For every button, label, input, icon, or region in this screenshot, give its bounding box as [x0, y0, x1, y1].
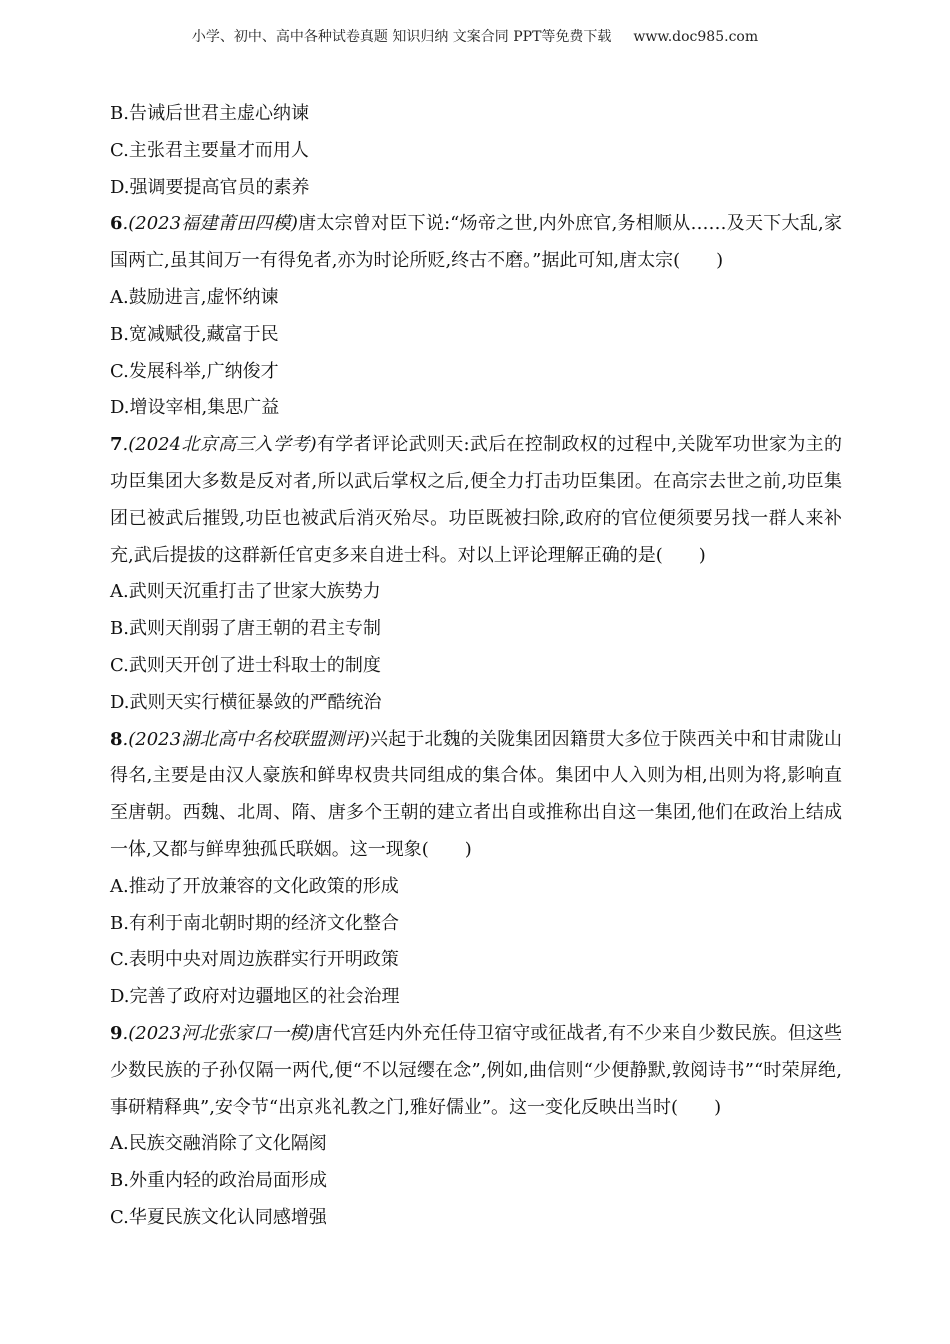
q8-option-c: C.表明中央对周边族群实行开明政策 — [110, 949, 399, 971]
q6-number: 6 — [110, 213, 123, 235]
q7-option-b: B.武则天削弱了唐王朝的君主专制 — [110, 618, 381, 640]
q7-source: .(2024北京高三入学考) — [122, 434, 317, 456]
q8-option-a: A.推动了开放兼容的文化政策的形成 — [110, 875, 399, 897]
q5-option-d: D.强调要提高官员的素养 — [110, 176, 310, 198]
q8-source: .(2023湖北高中名校联盟测评) — [122, 728, 370, 750]
question-content — [110, 96, 842, 1237]
q9-stem-paragraph — [110, 1016, 842, 1126]
q9-option-c: C.华夏民族文化认同感增强 — [110, 1206, 327, 1228]
q8-stem: 兴起于北魏的关陇集团因籍贯大多位于陕西关中和甘肃陇山得名,主要是由汉人豪族和鲜卑权贵共同组成的集合体。集团中人入则为相,出则为将,影响直至唐朝。西魏、北周、隋、唐多个王朝的建立者出自或推称出自这一集团,他们在政治上结成一体,又都与鲜卑独孤氏联姻。这一现象( ) — [110, 728, 842, 860]
q6-option-c: C.发展科举,广纳俊才 — [110, 360, 279, 382]
q9-stem: 唐代宫廷内外充任侍卫宿守或征战者,有不少来自少数民族。但这些少数民族的子孙仅隔一两代,便“不以冠缨在念”,例如,曲信则“少便静默,敦阅诗书”“时荣屏绝,事研精释典”,安令节“出京兆礼教之门,雅好儒业”。这一变化反映出当时( ) — [110, 1022, 843, 1118]
q6-stem: 唐太宗曾对臣下说:“炀帝之世,内外庶官,务相顺从……及天下大乱,家国两亡,虽其间万一有得免者,亦为时论所贬,终古不磨。”据此可知,唐太宗( ) — [110, 213, 842, 272]
q6-option-d: D.增设宰相,集思广益 — [110, 397, 280, 419]
q7-stem: 有学者评论武则天:武后在控制政权的过程中,关陇军功世家为主的功臣集团大多数是反对者,所以武后掌权之后,便全力打击功臣集团。在高宗去世之前,功臣集团已被武后摧毁,功臣也被武后消灭殆尽。功臣既被扫除,政府的官位便须要另找一群人来补充,武后提拔的这群新任官吏多来自进士科。对以上评论理解正确的是( ) — [110, 434, 842, 566]
q9-option-b: B.外重内轻的政治局面形成 — [110, 1170, 327, 1192]
q9-number: 9 — [110, 1022, 123, 1044]
q5-option-b: B.告诫后世君主虚心纳谏 — [110, 103, 309, 124]
question-7 — [110, 427, 842, 721]
q7-option-a: A.武则天沉重打击了世家大族势力 — [110, 581, 381, 603]
q7-option-c: C.武则天开创了进士科取士的制度 — [110, 654, 381, 676]
question-8 — [110, 722, 842, 1016]
q5-option-c: C.主张君主要量才而用人 — [110, 139, 309, 161]
question-6 — [110, 206, 842, 427]
q6-source: .(2023福建莆田四模) — [122, 213, 298, 235]
q8-stem-paragraph — [110, 722, 842, 869]
question-9 — [110, 1016, 842, 1237]
q9-option-a: A.民族交融消除了文化隔阂 — [110, 1133, 327, 1155]
q9-source: .(2023河北张家口一模) — [122, 1022, 315, 1044]
q8-option-b: B.有利于南北朝时期的经济文化整合 — [110, 912, 399, 934]
question-5-options — [110, 96, 842, 206]
q7-option-d: D.武则天实行横征暴敛的严酷统治 — [110, 691, 382, 713]
q7-stem-paragraph — [110, 427, 842, 574]
q6-option-b: B.宽减赋役,藏富于民 — [110, 323, 279, 345]
header-text: 小学、初中、高中各种试卷真题 知识归纳 文案合同 PPT等免费下载 — [191, 29, 612, 45]
header-site: www.doc985.com — [633, 29, 759, 45]
q8-option-d: D.完善了政府对边疆地区的社会治理 — [110, 986, 400, 1008]
q7-number: 7 — [110, 434, 123, 456]
q8-number: 8 — [110, 728, 123, 750]
q6-stem-paragraph — [110, 206, 842, 280]
q6-option-a: A.鼓励进言,虚怀纳谏 — [110, 286, 279, 308]
page-header — [0, 26, 950, 46]
